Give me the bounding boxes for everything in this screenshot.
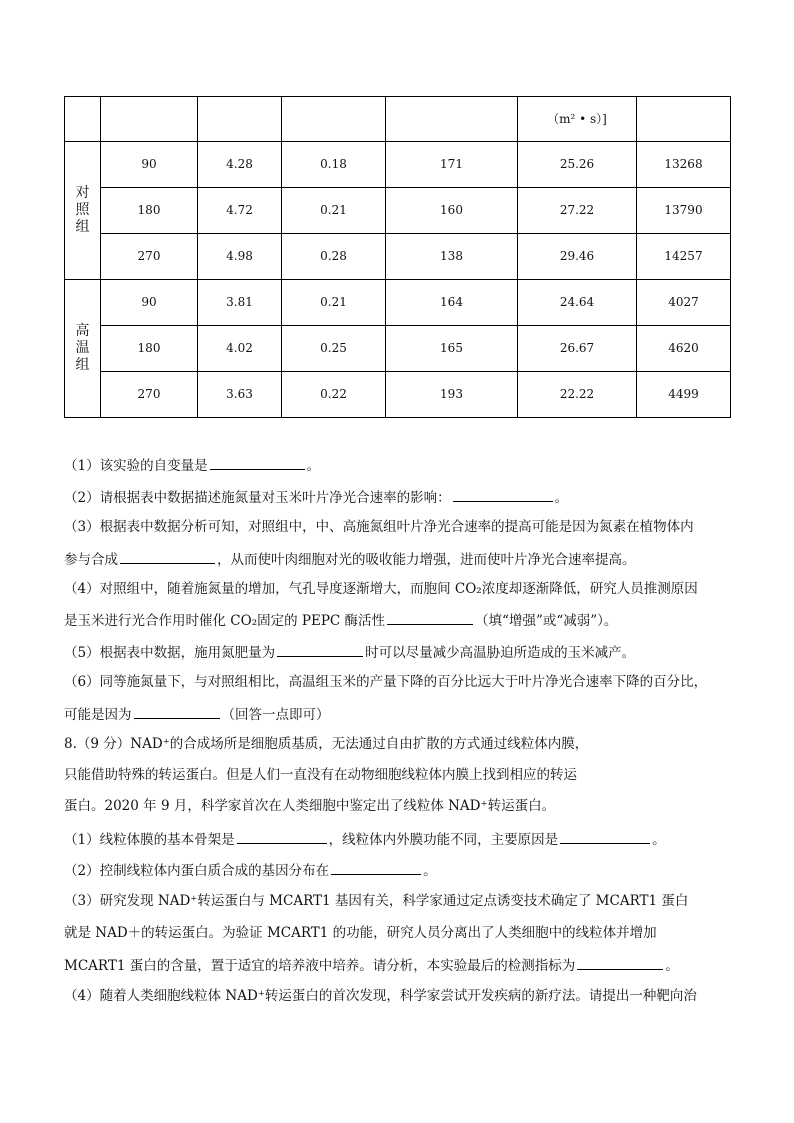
problem-8-question-1: （1）线粒体膜的基本骨架是 ，线粒体内外膜功能不同，主要原因是 。	[64, 829, 734, 849]
table-cell: 180	[101, 326, 198, 372]
table-cell: 90	[101, 142, 198, 188]
table-cell: 14257	[637, 234, 731, 280]
table-header-row	[65, 97, 731, 142]
table-cell: 26.67	[518, 326, 637, 372]
question-6-line-1: （6）同等施氮量下，与对照组相比，高温组玉米的产量下降的百分比远大于叶片净光合速率下降的百分比，	[64, 674, 708, 690]
table-cell: 0.28	[282, 234, 386, 280]
answer-blank	[387, 610, 473, 625]
answer-blank	[210, 455, 305, 470]
group-label-char: 温	[75, 340, 90, 357]
table-cell: 4.72	[198, 188, 282, 234]
table-cell: 0.22	[282, 372, 386, 418]
table-cell: 90	[101, 280, 198, 326]
question-6-line-2: 可能是因为 （回答一点即可）	[64, 704, 734, 724]
table-body	[65, 142, 731, 418]
question-1: （1）该实验的自变量是 。	[64, 455, 734, 475]
table-cell: 0.21	[282, 280, 386, 326]
table-cell: 4620	[637, 326, 731, 372]
answer-blank	[577, 955, 663, 970]
problem-8-question-3-line-2: 就是 NAD＋的转运蛋白。为验证 MCART1 的功能，研究人员分离出了人类细胞中的线粒体并增加	[64, 925, 657, 941]
table-row	[65, 280, 731, 326]
table-cell: 193	[386, 372, 518, 418]
problem-8-question-3-line-3: MCART1 蛋白的含量，置于适宜的培养液中培养。请分析，本实验最后的检测指标为 。	[64, 955, 734, 975]
table-cell: 4027	[637, 280, 731, 326]
table-cell: 4.98	[198, 234, 282, 280]
table-cell: 270	[101, 234, 198, 280]
table-row	[65, 188, 731, 234]
group-label	[65, 280, 101, 418]
table-cell: 27.22	[518, 188, 637, 234]
group-label-char: 高	[75, 323, 90, 340]
problem-8-question-4-line-1: （4）随着人类细胞线粒体 NAD⁺转运蛋白的首次发现，科学家尝试开发疾病的新疗法。请提出一种靶向治	[64, 988, 697, 1004]
group-label-char: 组	[75, 218, 90, 235]
table-cell: 4499	[637, 372, 731, 418]
unit-cell: （m² • s）]	[518, 97, 637, 142]
answer-blank	[453, 487, 553, 502]
group-label	[65, 142, 101, 280]
question-4-line-1: （4）对照组中，随着施氮量的增加，气孔导度逐渐增大，而胞间 CO₂浓度却逐渐降低，研究人员推测原因	[64, 581, 698, 597]
question-5: （5）根据表中数据，施用氮肥量为 时可以尽量减少高温胁迫所造成的玉米减产。	[64, 642, 734, 662]
answer-blank	[237, 829, 327, 844]
table-row	[65, 142, 731, 188]
table-cell: 3.81	[198, 280, 282, 326]
group-label-char: 对	[75, 185, 90, 202]
table-cell: 0.18	[282, 142, 386, 188]
table-cell: 13268	[637, 142, 731, 188]
question-3-line-2: 参与合成 ，从而使叶肉细胞对光的吸收能力增强，进而使叶片净光合速率提高。	[64, 549, 734, 569]
table-cell: 4.02	[198, 326, 282, 372]
question-4-line-2: 是玉米进行光合作用时催化 CO₂固定的 PEPC 酶活性 （填“增强”或“减弱”）。	[64, 610, 734, 630]
group-label-char: 组	[75, 356, 90, 373]
problem-8-line-2: 只能借助特殊的转运蛋白。但是人们一直没有在动物细胞线粒体内膜上找到相应的转运	[64, 767, 577, 783]
table-cell: 164	[386, 280, 518, 326]
answer-blank	[134, 704, 220, 719]
table-cell: 160	[386, 188, 518, 234]
table-cell: 171	[386, 142, 518, 188]
question-2: （2）请根据表中数据描述施氮量对玉米叶片净光合速率的影响： 。	[64, 487, 734, 507]
group-label-char: 照	[75, 202, 90, 219]
table-row	[65, 372, 731, 418]
table-cell: 13790	[637, 188, 731, 234]
table-cell: 270	[101, 372, 198, 418]
table-cell: 0.21	[282, 188, 386, 234]
table-cell: 24.64	[518, 280, 637, 326]
table-cell: 165	[386, 326, 518, 372]
table-row	[65, 326, 731, 372]
table-cell: 29.46	[518, 234, 637, 280]
problem-8-question-2: （2）控制线粒体内蛋白质合成的基因分布在 。	[64, 860, 734, 880]
data-table	[64, 96, 731, 418]
answer-blank	[560, 829, 650, 844]
table-cell: 138	[386, 234, 518, 280]
answer-blank	[120, 549, 215, 564]
answer-blank	[331, 860, 421, 875]
table-cell: 3.63	[198, 372, 282, 418]
table-cell: 25.26	[518, 142, 637, 188]
table-cell: 22.22	[518, 372, 637, 418]
answer-blank	[277, 642, 363, 657]
table-cell: 180	[101, 188, 198, 234]
problem-8-question-3-line-1: （3）研究发现 NAD⁺转运蛋白与 MCART1 基因有关，科学家通过定点诱变技术确定了 MCART1 蛋白	[64, 893, 689, 909]
question-3-line-1: （3）根据表中数据分析可知，对照组中，中、高施氮组叶片净光合速率的提高可能是因为氮素在植物体内	[64, 519, 694, 535]
table-row	[65, 234, 731, 280]
problem-8-line-1: 8.（9 分）NAD⁺的合成场所是细胞质基质，无法通过自由扩散的方式通过线粒体内膜，	[64, 736, 589, 752]
table-cell: 4.28	[198, 142, 282, 188]
problem-8-line-3: 蛋白。2020 年 9 月，科学家首次在人类细胞中鉴定出了线粒体 NAD⁺转运蛋白。	[64, 798, 556, 814]
table-cell: 0.25	[282, 326, 386, 372]
